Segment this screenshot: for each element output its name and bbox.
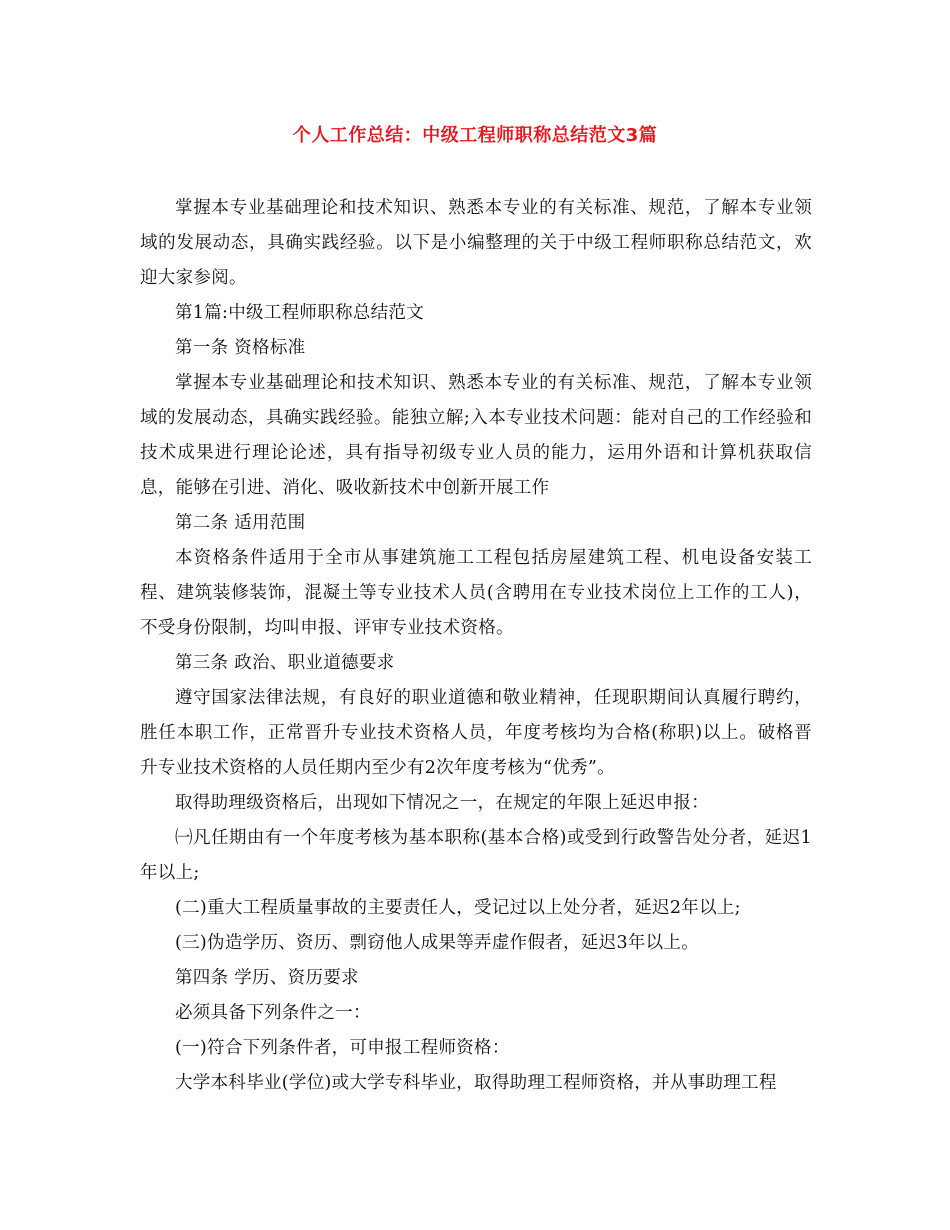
document-body — [140, 191, 812, 1101]
paragraph-list-item: (二)重大工程质量事故的主要责任人，受记过以上处分者，延迟2年以上; — [175, 898, 741, 918]
paragraph: 取得助理级资格后，出现如下情况之一，在规定的年限上延迟申报： — [175, 793, 709, 813]
paragraph-article-heading: 第三条 政治、职业道德要求 — [175, 653, 395, 673]
paragraph-list-item: (三)伪造学历、资历、剽窃他人成果等弄虚作假者，延迟3年以上。 — [175, 933, 700, 953]
paragraph-article-heading: 第一条 资格标准 — [175, 338, 306, 358]
paragraph: 掌握本专业基础理论和技术知识、熟悉本专业的有关标准、规范，了解本专业领域的发展动态，具确实践经验。能独立解;入本专业技术问题：能对自己的工作经验和技术成果进行理论论述，具有指导初级专业人员的能力，运用外语和计算机获取信息，能够在引进、消化、吸收新技术中创新开展工作 — [140, 373, 812, 498]
paragraph: 本资格条件适用于全市从事建筑施工工程包括房屋建筑工程、机电设备安装工程、建筑装修装饰，混凝土等专业技术人员(含聘用在专业技术岗位上工作的工人)，不受身份限制，均叫申报、评审专业技术资格。 — [140, 548, 812, 638]
paragraph-list-item: (一)符合下列条件者，可申报工程师资格： — [175, 1038, 510, 1058]
paragraph: 大学本科毕业(学位)或大学专科毕业，取得助理工程师资格，并从事助理工程 — [175, 1073, 777, 1093]
paragraph-article-heading: 第四条 学历、资历要求 — [175, 968, 359, 988]
paragraph: 必须具备下列条件之一： — [175, 1003, 371, 1023]
paragraph-list-item: ㈠凡任期由有一个年度考核为基本职称(基本合格)或受到行政警告处分者，延迟1年以上; — [140, 828, 812, 883]
paragraph-section-heading: 第1篇:中级工程师职称总结范文 — [175, 303, 425, 323]
paragraph: 遵守国家法律法规，有良好的职业道德和敬业精神，任现职期间认真履行聘约，胜任本职工作，正常晋升专业技术资格人员，年度考核均为合格(称职)以上。破格晋升专业技术资格的人员任期内至少有2次年度考核为“优秀”。 — [140, 688, 812, 778]
document-title: 个人工作总结：中级工程师职称总结范文3篇 — [292, 125, 658, 146]
paragraph-article-heading: 第二条 适用范围 — [175, 513, 306, 533]
paragraph-intro: 掌握本专业基础理论和技术知识、熟悉本专业的有关标准、规范，了解本专业领域的发展动态，具确实践经验。以下是小编整理的关于中级工程师职称总结范文，欢迎大家参阅。 — [140, 198, 812, 288]
